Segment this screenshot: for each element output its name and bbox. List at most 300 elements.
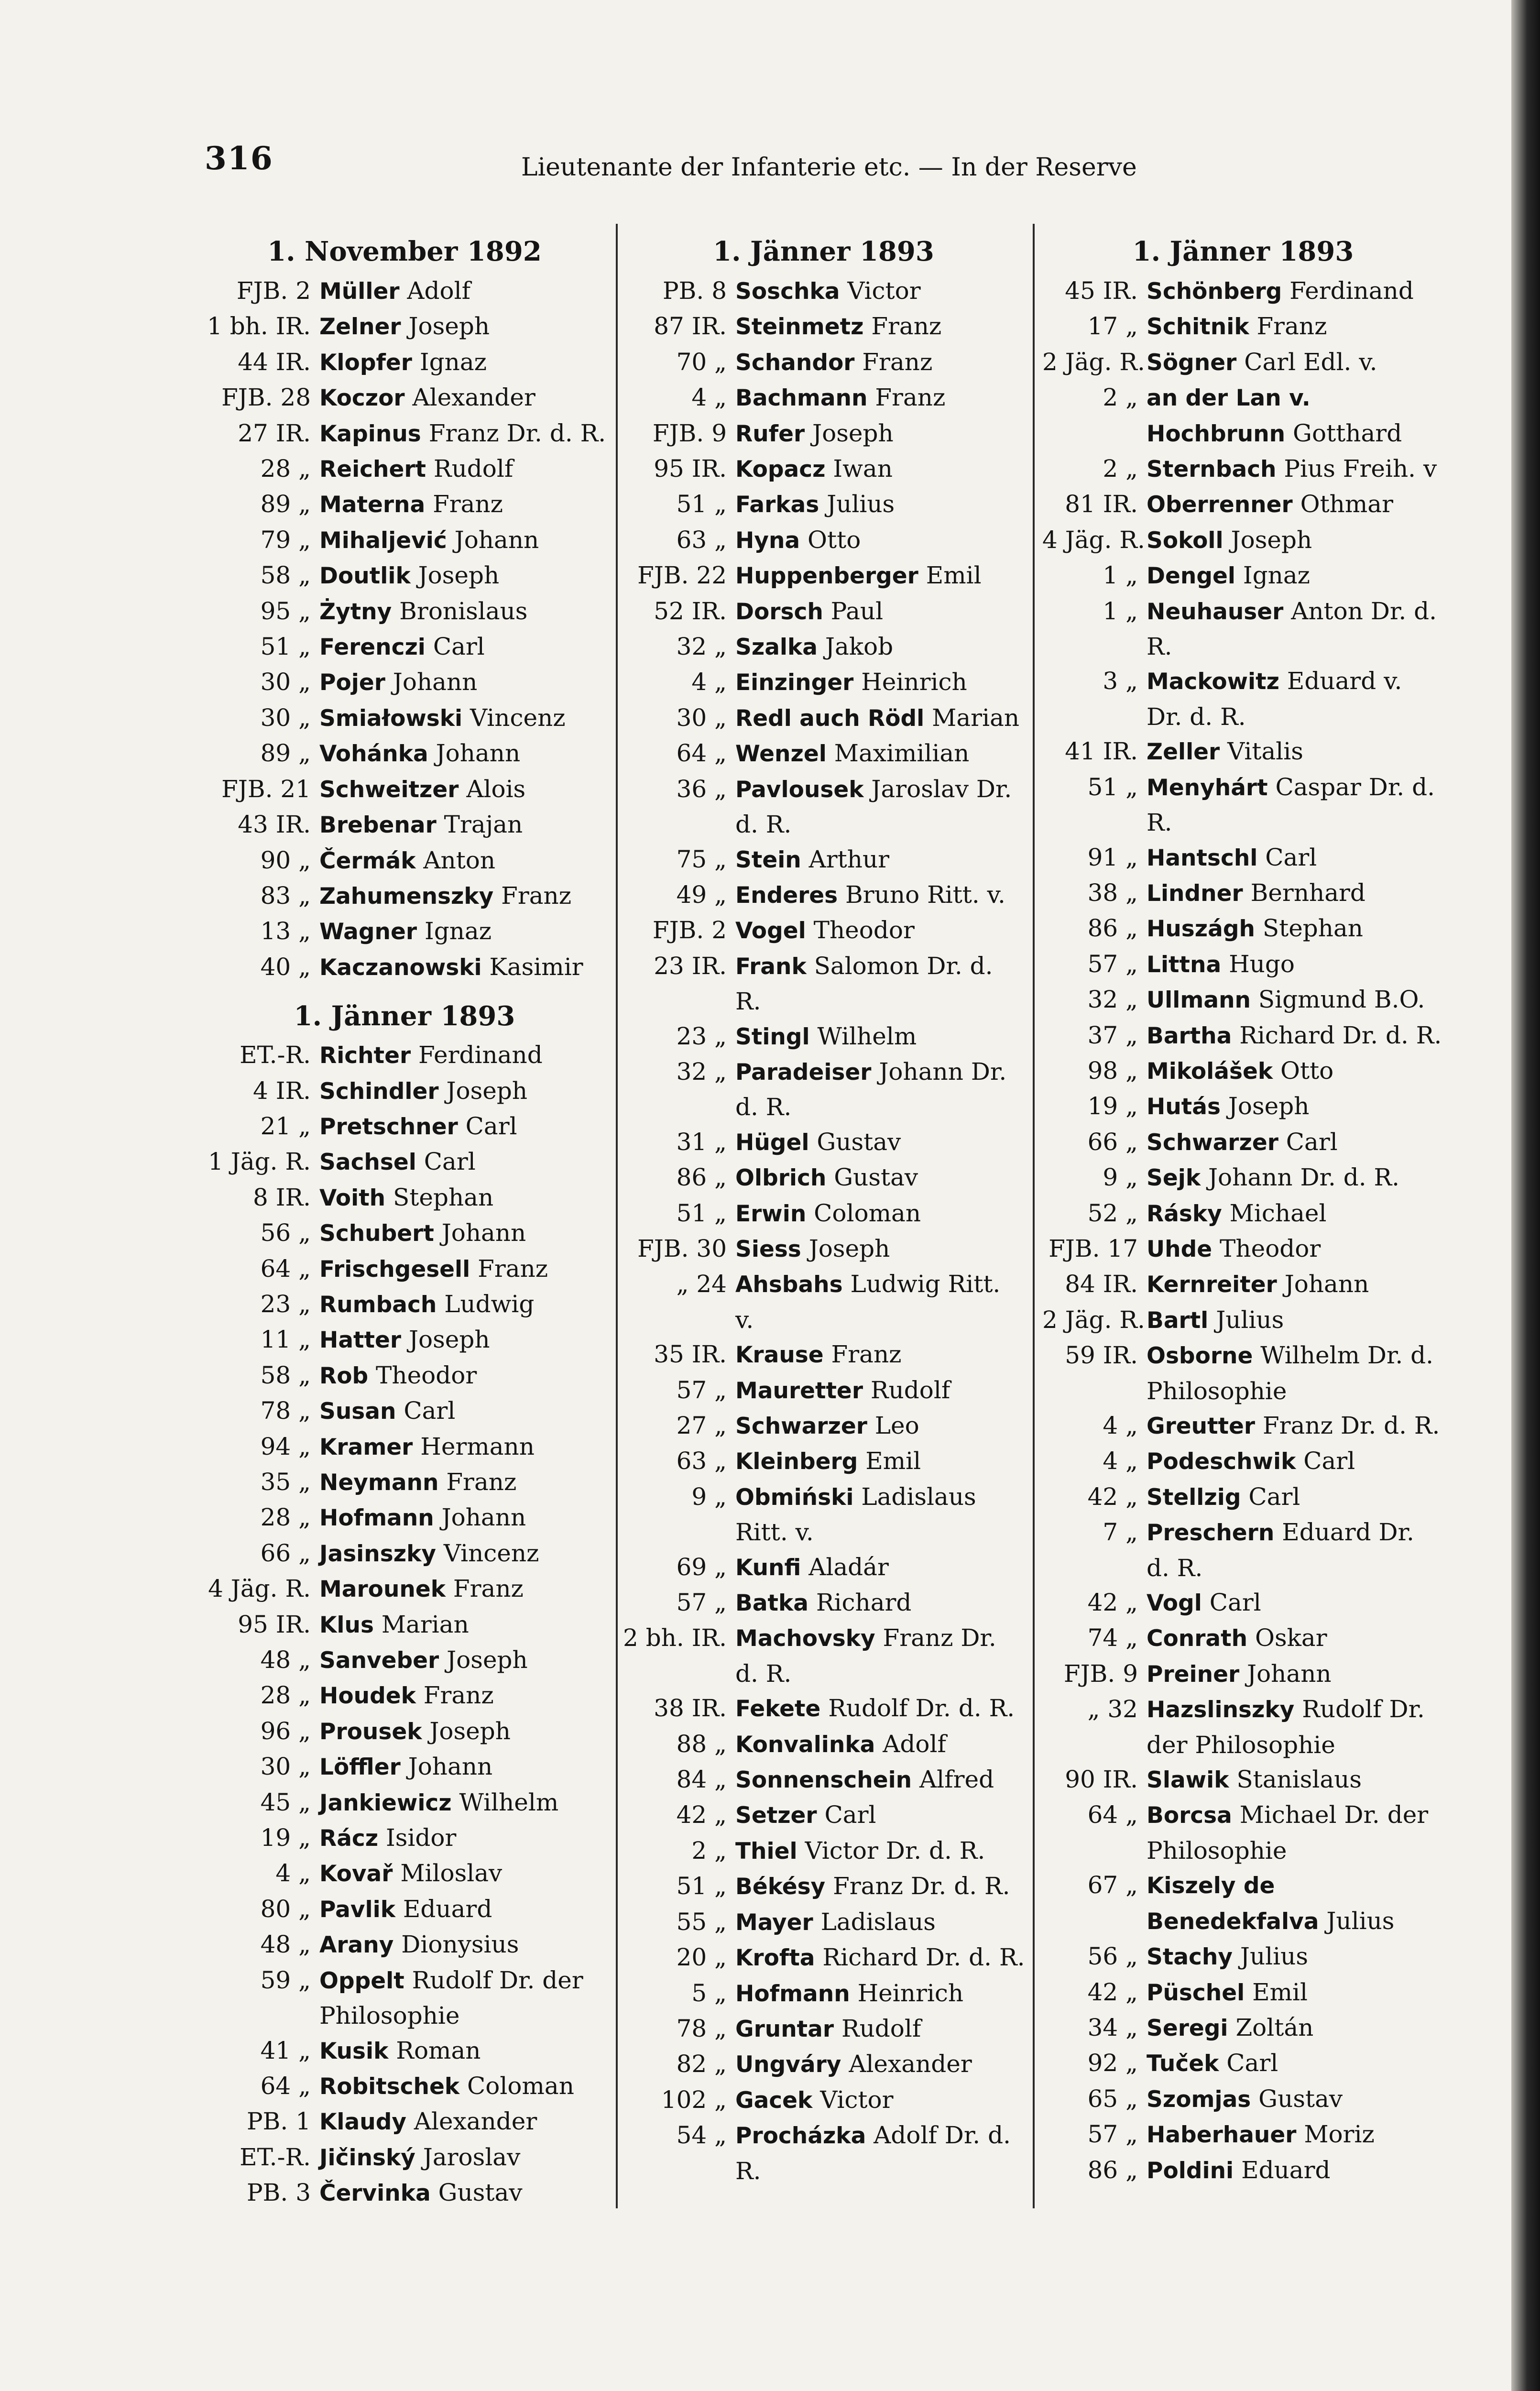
given-name-and-title: Roman	[388, 2036, 481, 2064]
unit-designation: 8 IR.	[253, 1183, 311, 1211]
given-name-and-title: Rudolf	[834, 2014, 921, 2042]
unit-designation: 54 „	[676, 2121, 727, 2150]
given-name-and-title: Franz Dr. d. R.	[421, 419, 606, 447]
officer-name	[727, 1160, 1026, 1196]
given-name-and-title: Marian	[373, 1610, 469, 1638]
unit-designation: 45 „	[260, 1788, 311, 1816]
surname: Békésy	[735, 1874, 826, 1900]
surname: Kernreiter	[1147, 1272, 1277, 1298]
officer-entry	[201, 843, 608, 878]
unit-designation: 64 „	[260, 2072, 311, 2100]
unit-designation: 11 „	[260, 1326, 311, 1354]
officer-entry	[201, 1465, 608, 1500]
surname: Sokoll	[1147, 527, 1223, 554]
unit-designation: 4 „	[691, 384, 727, 412]
unit-designation: 42 „	[1087, 1482, 1138, 1511]
surname: Szomjas	[1147, 2086, 1251, 2113]
given-name-and-title: Joseph	[401, 312, 490, 340]
unit-designation: FJB. 28	[221, 384, 311, 412]
surname: Hantschl	[1147, 845, 1258, 871]
given-name-and-title: Joseph	[801, 1234, 890, 1262]
unit-designation: 90 „	[260, 846, 311, 874]
unit-designation: 65 „	[1087, 2084, 1138, 2113]
given-name-and-title: Rudolf	[863, 1376, 950, 1404]
surname: Huszágh	[1147, 916, 1255, 943]
officer-entry	[1042, 558, 1444, 593]
given-name-and-title: Gotthard	[1285, 419, 1402, 447]
unit-designation: 59 „	[260, 1966, 311, 1994]
given-name-and-title: Carl	[1278, 1128, 1338, 1156]
surname: Borcsa	[1147, 1802, 1232, 1829]
unit-designation: 96 „	[260, 1717, 311, 1745]
officer-entry	[1042, 1018, 1444, 1053]
officer-name	[727, 2118, 1026, 2188]
given-name-and-title: Rudolf Dr. der Philosophie	[319, 1966, 583, 2030]
officer-entry	[622, 1337, 1026, 1372]
unit-designation: FJB. 2	[652, 916, 727, 944]
officer-name	[727, 2047, 1026, 2082]
officer-name	[727, 1976, 1026, 2011]
officer-entry	[622, 1408, 1026, 1444]
officer-entry	[201, 1571, 608, 1607]
given-name-and-title: Joseph	[422, 1717, 511, 1745]
surname: Krause	[735, 1342, 824, 1369]
given-name-and-title: Franz	[415, 1681, 494, 1710]
given-name-and-title: Franz	[863, 312, 942, 340]
unit-designation: 52 IR.	[654, 597, 727, 625]
officer-name	[1138, 2153, 1444, 2188]
officer-entry	[201, 1714, 608, 1749]
officer-name	[311, 558, 608, 593]
surname: Poldini	[1147, 2157, 1234, 2184]
unit-designation: 4 Jäg. R.	[208, 1575, 311, 1603]
given-name-and-title: Richard	[808, 1589, 912, 1617]
unit-designation: 40 „	[260, 953, 311, 981]
officer-name	[1138, 1408, 1444, 1444]
officer-name	[727, 1833, 1026, 1869]
officer-entry	[622, 1585, 1026, 1621]
officer-entry	[1042, 734, 1444, 769]
officer-name	[311, 1465, 608, 1500]
unit-designation: 23 „	[260, 1290, 311, 1318]
unit-designation: 28 „	[260, 1503, 311, 1532]
unit-designation: 70 „	[676, 348, 727, 376]
unit-designation: 1 „	[1103, 561, 1138, 590]
unit-designation: 4 „	[1103, 1412, 1138, 1439]
given-name-and-title: Franz Dr. d. R.	[1255, 1412, 1440, 1439]
officer-name	[727, 274, 1026, 309]
officer-entry	[1042, 487, 1444, 522]
unit-designation: 55 „	[676, 1908, 727, 1936]
officer-name	[727, 1054, 1026, 1125]
given-name-and-title: Miloslav	[393, 1859, 502, 1887]
officer-name	[1138, 345, 1444, 380]
surname: Hofmann	[735, 1980, 850, 2007]
given-name-and-title: Victor	[812, 2085, 894, 2114]
surname: Neymann	[319, 1470, 439, 1496]
unit-designation: 27 „	[676, 1412, 727, 1439]
unit-designation: 28 „	[260, 1681, 311, 1710]
surname: Zelner	[319, 314, 401, 340]
unit-designation: 9 „	[1103, 1163, 1138, 1192]
unit-designation: 32 „	[676, 1057, 727, 1086]
given-name-and-title: Victor Dr. d. R.	[797, 1836, 985, 1865]
surname: Mackowitz	[1147, 669, 1279, 695]
surname: Schwarzer	[1147, 1129, 1278, 1156]
unit-designation: 57 „	[1087, 2120, 1138, 2149]
given-name-and-title: Johann Dr. d. R.	[735, 1057, 1007, 1121]
officer-name	[311, 594, 608, 629]
given-name-and-title: Otto	[800, 526, 861, 554]
surname: Sonnenschein	[735, 1767, 912, 1794]
given-name-and-title: Arthur	[801, 845, 890, 873]
given-name-and-title: Eduard Dr. d. R.	[1147, 1518, 1414, 1582]
page-number: 316	[205, 140, 273, 177]
officer-entry	[1042, 664, 1444, 734]
given-name-and-title: Eduard	[1234, 2156, 1331, 2184]
surname: Kaczanowski	[319, 954, 482, 981]
officer-name	[727, 487, 1026, 522]
surname: Mayer	[735, 1909, 813, 1936]
officer-name	[727, 345, 1026, 380]
unit-designation: 42 „	[1087, 1978, 1138, 2006]
given-name-and-title: Johann Dr. d. R.	[1201, 1163, 1400, 1192]
surname: Wagner	[319, 919, 417, 945]
officer-entry	[201, 2104, 608, 2139]
officer-name	[727, 1550, 1026, 1585]
unit-designation: 32 „	[1087, 986, 1138, 1014]
officer-entry	[201, 1892, 608, 1927]
surname: Pretschner	[319, 1113, 458, 1140]
surname: Sachsel	[319, 1149, 416, 1176]
surname: Hofmann	[319, 1505, 434, 1532]
given-name-and-title: Alexander	[841, 2050, 972, 2078]
surname: Marounek	[319, 1576, 446, 1603]
officer-name	[727, 842, 1026, 877]
unit-designation: 66 „	[260, 1539, 311, 1567]
given-name-and-title: Vincenz	[462, 703, 566, 732]
unit-designation: 51 „	[260, 633, 311, 661]
officer-name	[1138, 1338, 1444, 1408]
surname: Soschka	[735, 278, 840, 305]
given-name-and-title: Adolf	[875, 1730, 946, 1758]
officer-entry	[201, 1749, 608, 1785]
given-name-and-title: Emil	[918, 561, 982, 590]
unit-designation: 30 „	[260, 703, 311, 732]
officer-entry	[201, 1821, 608, 1856]
officer-name	[1138, 558, 1444, 593]
surname: Smiałowski	[319, 705, 463, 732]
officer-name	[727, 1408, 1026, 1444]
surname: Čermák	[319, 847, 416, 874]
officer-name	[727, 1231, 1026, 1267]
given-name-and-title: Franz Dr. d. R.	[735, 1624, 996, 1688]
officer-name	[311, 380, 608, 416]
officer-name	[311, 1393, 608, 1429]
officer-name	[311, 665, 608, 700]
officer-entry	[622, 380, 1026, 416]
surname: Jičinský	[319, 2144, 415, 2171]
given-name-and-title: Julius	[1319, 1907, 1395, 1935]
given-name-and-title: Theodor	[806, 916, 915, 944]
given-name-and-title: Franz	[867, 384, 946, 412]
surname: Preschern	[1147, 1520, 1275, 1546]
unit-designation: 88 „	[676, 1730, 727, 1758]
given-name-and-title: Joseph	[1223, 526, 1312, 554]
officer-entry	[622, 1727, 1026, 1762]
surname: Slawik	[1147, 1767, 1229, 1794]
officer-name	[311, 451, 608, 487]
given-name-and-title: Othmar	[1292, 490, 1393, 518]
given-name-and-title: Theodor	[368, 1361, 477, 1389]
officer-entry	[622, 1054, 1026, 1125]
officer-name	[1138, 2117, 1444, 2152]
officer-entry	[1042, 947, 1444, 982]
officer-entry	[1042, 594, 1444, 664]
unit-designation: 45 IR.	[1065, 277, 1138, 305]
officer-name	[311, 1856, 608, 1891]
unit-designation: 90 IR.	[1065, 1766, 1138, 1794]
officer-name	[727, 1691, 1026, 1726]
officer-name	[1138, 947, 1444, 982]
unit-designation: 51 „	[676, 1199, 727, 1227]
officer-name	[311, 701, 608, 736]
surname: Stein	[735, 846, 801, 873]
unit-designation: 48 „	[260, 1930, 311, 1959]
surname: Hazslinszky	[1147, 1697, 1295, 1723]
unit-designation: ET.-R.	[240, 2143, 311, 2171]
given-name-and-title: Ladislaus	[813, 1908, 936, 1936]
unit-designation: 98 „	[1087, 1056, 1138, 1085]
officer-entry	[1042, 1089, 1444, 1124]
surname: Gruntar	[735, 2016, 834, 2042]
unit-designation: 13 „	[260, 917, 311, 945]
unit-designation: 67 „	[1087, 1871, 1138, 1899]
surname: Batka	[735, 1590, 808, 1617]
unit-designation: 84 IR.	[1065, 1270, 1138, 1298]
officer-entry	[622, 274, 1026, 309]
surname: Kiszely de Benedekfalva	[1147, 1873, 1319, 1935]
unit-designation: 3 „	[1103, 667, 1138, 695]
surname: Schitnik	[1147, 314, 1249, 340]
unit-designation: 63 „	[676, 1447, 727, 1475]
unit-designation: 19 „	[260, 1824, 311, 1852]
officer-name	[311, 2140, 608, 2175]
officer-name	[727, 523, 1026, 558]
given-name-and-title: Franz	[854, 348, 933, 376]
officer-name	[1138, 2082, 1444, 2117]
officer-entry	[1042, 274, 1444, 309]
surname: Einzinger	[735, 669, 854, 696]
officer-name	[311, 772, 608, 807]
given-name-and-title: Coloman	[806, 1199, 921, 1227]
officer-name	[1138, 1762, 1444, 1798]
given-name-and-title: Zoltán	[1228, 2013, 1314, 2041]
given-name-and-title: Salomon Dr. d. R.	[735, 952, 993, 1016]
given-name-and-title: Eduard v. Dr. d. R.	[1147, 667, 1402, 731]
officer-name	[727, 949, 1026, 1019]
surname: Schweitzer	[319, 776, 459, 803]
given-name-and-title: Alois	[459, 775, 526, 803]
unit-designation: 27 IR.	[238, 419, 311, 447]
officer-entry	[622, 1480, 1026, 1550]
officer-name	[727, 1762, 1026, 1798]
officer-entry	[201, 1643, 608, 1678]
officer-name	[1138, 1939, 1444, 1974]
officer-entry	[622, 558, 1026, 593]
given-name-and-title: Vitalis	[1220, 737, 1303, 766]
given-name-and-title: Gustav	[430, 2179, 523, 2207]
surname: Machovsky	[735, 1625, 875, 1652]
unit-designation: 52 „	[1087, 1199, 1138, 1227]
surname: Setzer	[735, 1802, 817, 1829]
given-name-and-title: Ignaz	[417, 917, 492, 945]
officer-name	[727, 594, 1026, 629]
officer-entry	[622, 701, 1026, 736]
given-name-and-title: Johann	[434, 1503, 526, 1532]
unit-designation: 79 „	[260, 526, 311, 554]
unit-designation: 42 „	[676, 1801, 727, 1829]
unit-designation: 81 IR.	[1065, 490, 1138, 518]
officer-name	[727, 1798, 1026, 1833]
surname: Kusik	[319, 2038, 389, 2064]
surname: Sögner	[1147, 349, 1237, 376]
officer-name	[1138, 1125, 1444, 1160]
officer-entry	[622, 1550, 1026, 1585]
surname: Dorsch	[735, 598, 823, 625]
unit-designation: 2 „	[1103, 455, 1138, 483]
given-name-and-title: Carl	[1241, 1482, 1300, 1511]
officer-name	[727, 558, 1026, 593]
unit-designation: 17 „	[1087, 312, 1138, 340]
officer-entry	[622, 1196, 1026, 1231]
unit-designation: 64 „	[260, 1254, 311, 1283]
officer-entry	[622, 913, 1026, 948]
surname: Hügel	[735, 1129, 809, 1156]
unit-designation: 69 „	[676, 1553, 727, 1581]
officer-entry	[1042, 1231, 1444, 1267]
given-name-and-title: Franz	[438, 1468, 517, 1496]
officer-entry	[622, 1833, 1026, 1869]
date-heading: 1. Jänner 1893	[713, 236, 934, 267]
officer-name	[311, 487, 608, 522]
surname: Püschel	[1147, 1979, 1245, 2006]
surname: Pojer	[319, 669, 385, 696]
given-name-and-title: Alfred	[912, 1766, 994, 1794]
officer-name	[727, 1373, 1026, 1408]
column-rule	[1033, 224, 1035, 2208]
given-name-and-title: Joseph	[438, 1076, 528, 1105]
officer-entry	[622, 665, 1026, 700]
surname: Gacek	[735, 2087, 813, 2114]
given-name-and-title: Ladislaus Ritt. v.	[735, 1482, 976, 1546]
officer-entry	[201, 1180, 608, 1216]
surname: Kunfi	[735, 1554, 801, 1581]
given-name-and-title: Richard Dr. d. R.	[1232, 1021, 1442, 1049]
officer-entry	[1042, 1196, 1444, 1231]
officer-name	[311, 1963, 608, 2033]
officer-name	[1138, 1585, 1444, 1621]
officer-entry	[1042, 1338, 1444, 1408]
unit-designation: ET.-R.	[240, 1041, 311, 1069]
unit-designation: 66 „	[1087, 1128, 1138, 1156]
officer-name	[311, 1607, 608, 1643]
surname: Enderes	[735, 882, 838, 909]
given-name-and-title: Coloman	[459, 2072, 574, 2100]
officer-entry	[622, 877, 1026, 913]
unit-designation: 38 „	[1087, 878, 1138, 907]
officer-name	[1138, 1480, 1444, 1515]
unit-designation: 102 „	[661, 2085, 727, 2114]
surname: Mikolášek	[1147, 1058, 1273, 1085]
surname: Lindner	[1147, 880, 1243, 907]
surname: Krofta	[735, 1945, 815, 1972]
officer-entry	[622, 1019, 1026, 1054]
officer-name	[1138, 911, 1444, 946]
officer-entry	[622, 451, 1026, 487]
officer-name	[727, 1125, 1026, 1160]
officer-name	[311, 1109, 608, 1144]
officer-name	[1138, 451, 1444, 487]
given-name-and-title: Carl	[416, 1148, 476, 1176]
given-name-and-title: Alexander	[406, 2107, 537, 2136]
officer-entry	[622, 594, 1026, 629]
surname: Stingl	[735, 1023, 810, 1050]
officer-name	[1138, 840, 1444, 876]
unit-designation: 2 Jäg. R.	[1042, 348, 1145, 376]
given-name-and-title: Emil	[1245, 1978, 1308, 2006]
given-name-and-title: Johann	[428, 739, 521, 768]
officer-entry	[201, 1358, 608, 1393]
surname: Kleinberg	[735, 1448, 858, 1475]
surname: Klopfer	[319, 349, 412, 376]
officer-entry	[1042, 2010, 1444, 2046]
unit-designation: 51 „	[1087, 773, 1138, 801]
officer-name	[727, 1267, 1026, 1337]
unit-designation: 84 „	[676, 1766, 727, 1794]
unit-designation: PB. 1	[247, 2107, 311, 2136]
unit-designation: 2 Jäg. R.	[1042, 1305, 1145, 1334]
surname: Procházka	[735, 2123, 866, 2150]
surname: Richter	[319, 1042, 411, 1069]
given-name-and-title: Carl	[425, 633, 485, 661]
officer-name	[311, 1927, 608, 1963]
officer-entry	[201, 1074, 608, 1109]
given-name-and-title: Aladár	[801, 1553, 889, 1581]
given-name-and-title: Johann	[385, 668, 478, 696]
officer-entry	[622, 1905, 1026, 1940]
officer-entry	[201, 2175, 608, 2211]
officer-name	[311, 1038, 608, 1073]
surname: Mihaljević	[319, 527, 447, 554]
officer-entry	[622, 523, 1026, 558]
unit-designation: 32 „	[676, 633, 727, 661]
given-name-and-title: Carl	[817, 1801, 876, 1829]
officer-entry	[1042, 345, 1444, 380]
officer-entry	[201, 1678, 608, 1713]
given-name-and-title: Vincenz	[436, 1539, 539, 1567]
officer-name	[311, 1074, 608, 1109]
given-name-and-title: Wilhelm Dr. d. Philosophie	[1147, 1341, 1434, 1405]
officer-entry	[201, 1963, 608, 2033]
unit-designation: 30 „	[260, 1753, 311, 1781]
surname: Löffler	[319, 1754, 401, 1781]
surname: Kramer	[319, 1434, 413, 1460]
unit-designation: 58 „	[260, 561, 311, 590]
officer-entry	[201, 380, 608, 416]
officer-name	[727, 1019, 1026, 1054]
unit-designation: 4 „	[1103, 1447, 1138, 1475]
